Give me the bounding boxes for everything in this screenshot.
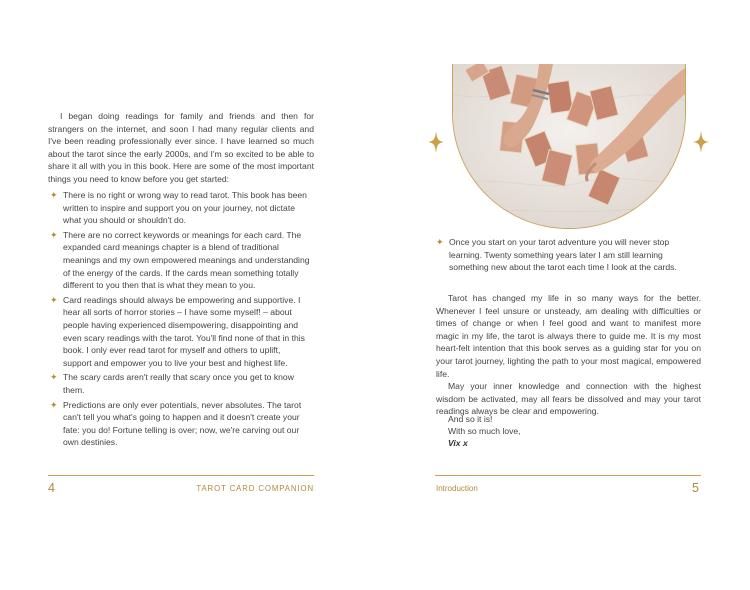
page-number: 5 bbox=[692, 481, 699, 495]
four-point-star-icon bbox=[428, 131, 444, 153]
list-item: ✦ Once you start on your tarot adventure you will never stop learning. Twenty something years later I am still learning something new about the tarot each time I look at the cards. bbox=[436, 237, 677, 273]
body-paragraph: May your inner knowledge and connection with the highest wisdom be activated, may all fears be dissolved and may your tarot readings always be clear and empowering. bbox=[436, 381, 701, 417]
sparkle-bullet-icon: ✦ bbox=[50, 372, 58, 383]
sparkle-bullet-icon: ✦ bbox=[50, 294, 58, 305]
footer-rule bbox=[435, 475, 701, 476]
list-item: ✦ There is no right or wrong way to read tarot. This book has been written to inspire and support you on your journey, not dictate what you should or shouldn't do. bbox=[50, 190, 307, 226]
sparkle-bullet-icon: ✦ bbox=[50, 190, 58, 200]
four-point-star-icon bbox=[693, 131, 709, 153]
list-item: ✦ Card readings should always be empowering and supportive. I hear all sorts of horror stories – I have some myself! – about people having experienced disempowering, disappointing and even scary readings with the tarot. You'll find none of that in this book. I only ever read tarot for myself and others to uplift, support and empower you to live your best and highest life. bbox=[50, 294, 305, 368]
list-item: ✦ Predictions are only ever potentials, never absolutes. The tarot can't tell you what's going to happen and it doesn't create your fate: you do! Fortune telling is over; now, we're carving out our own destinies. bbox=[50, 399, 302, 448]
sparkle-bullet-icon: ✦ bbox=[436, 237, 444, 247]
running-head: Introduction bbox=[436, 484, 478, 493]
left-bullet-list bbox=[48, 189, 310, 451]
body-paragraph: Tarot has changed my life in so many ways for the better. Whenever I feel unsure or unsteady, am dealing with difficulties or times of change or when I feel good and want to manifest more magic in my life, the tarot is always there to guide me. It is my most heart-felt intention that this book serves as a guiding star for you on your tarot journey, lighting the path to your most magical, empowered life. bbox=[436, 293, 701, 379]
page-number: 4 bbox=[48, 481, 55, 495]
list-item: ✦ The scary cards aren't really that scary once you get to know them. bbox=[50, 372, 294, 395]
signature: Vix x bbox=[448, 438, 468, 448]
intro-paragraph: I began doing readings for family and friends and then for strangers on the internet, and soon I had many regular clients and I've been reading professionally ever since. I have learned so much about the tarot since the early 2000s, and I'm so excited to be able to share it all with you in this book. Here are some of the most important things you need to know before you get started: bbox=[48, 111, 314, 184]
footer-rule bbox=[48, 475, 314, 476]
list-item: ✦ There are no correct keywords or meanings for each card. The expanded card meanings chapter is a blend of traditional meanings and my own empowered meanings and understanding of the energy of the cards. If the cards mean something totally different to you then that is what they mean to you. bbox=[50, 229, 310, 291]
sparkle-bullet-icon: ✦ bbox=[50, 229, 58, 240]
sparkle-bullet-icon: ✦ bbox=[50, 399, 58, 410]
closing-line: With so much love, bbox=[448, 426, 521, 436]
right-bullet-list bbox=[434, 236, 704, 276]
running-head: TAROT CARD COMPANION bbox=[196, 484, 314, 493]
closing-line: And so it is! bbox=[448, 414, 493, 424]
